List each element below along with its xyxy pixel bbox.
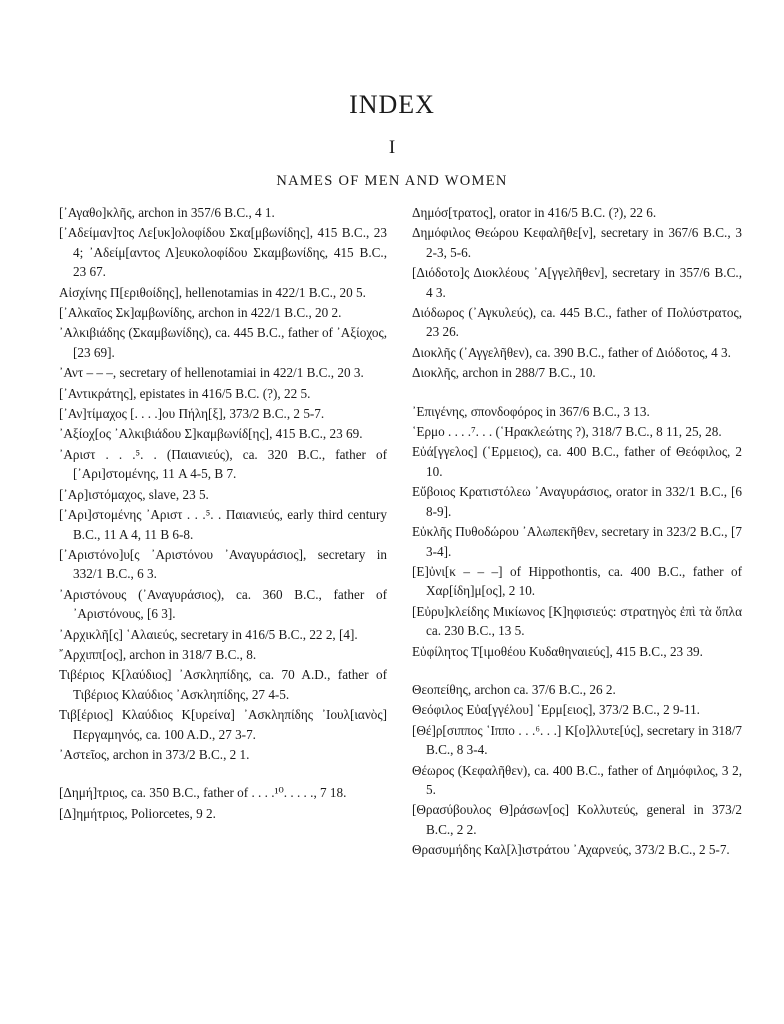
index-entry: [Εὐρυ]κλείδης Μικίωνος [Κ]ηφισιεύς: στρατηγὸς ἐπὶ τὰ ὅπλα ca. 230 B.C., 13 5. xyxy=(412,603,742,639)
index-entry: Τιβέριος Κ[λαύδιος] ᾿Ασκληπίδης, ca. 70 A.D., father of Τιβέριος Κλαύδιος ᾿Ασκληπίδης, 27 4-5. xyxy=(59,667,387,702)
index-entry: Εὐκλῆς Πυθοδώρου ᾿Αλωπεκῆθεν, secretary in 323/2 B.C., [7 3-4]. xyxy=(412,524,742,559)
index-entry: [᾿Αλκαῖος Σκ]αμβωνίδης, archon in 422/1 B.C., 20 2. xyxy=(59,305,342,321)
index-entry: Εὐά[γγελος] (῾Ερμειος), ca. 400 B.C., father of Θεόφιλος, 2 10. xyxy=(412,444,742,479)
index-entry: ᾿Αστεῖος, archon in 373/2 B.C., 2 1. xyxy=(59,746,250,762)
section-number: I xyxy=(388,137,396,158)
index-entry: Εὔβοιος Κρατιστόλεω ᾿Αναγυράσιος, orator in 332/1 B.C., [6 8-9]. xyxy=(412,484,742,519)
index-entry: ᾿Αριστόνους (᾿Αναγυράσιος), ca. 360 B.C., father of ᾿Αριστόνους, [6 3]. xyxy=(59,586,387,622)
index-entry: ᾿Αλκιβιάδης (Σκαμβωνίδης), ca. 445 B.C., father of ᾿Αξίοχος, [23 69]. xyxy=(59,325,387,360)
index-entry: [Θρασύβουλος Θ]ράσων[ος] Κολλυτεύς, general in 373/2 B.C., 2 2. xyxy=(412,802,742,837)
index-entry: [Δημή]τριος, ca. 350 B.C., father of . . . .¹⁰. . . . ., 7 18. xyxy=(59,785,347,801)
index-entry: [Διόδοτο]ς Διοκλέους ᾿Α[γγελῆθεν], secretary in 357/6 B.C., 4 3. xyxy=(412,265,742,300)
index-entry: [᾿Αριστόνο]υ[ς ᾿Αριστόνου ᾿Αναγυράσιος], secretary in 332/1 B.C., 6 3. xyxy=(59,546,387,582)
index-entry: Διοκλῆς (᾿Αγγελῆθεν), ca. 390 B.C., father of Διόδοτος, 4 3. xyxy=(412,344,731,360)
index-entry: ᾿Αξίοχ[ος ᾿Αλκιβιάδου Σ]καμβωνίδ[ης], 415 B.C., 23 69. xyxy=(59,426,363,442)
index-entry: Δημόφιλος Θεώρου Κεφαλῆθε[ν], secretary in 367/6 B.C., 3 2-3, 5-6. xyxy=(412,225,742,260)
index-entry: Τιβ[έριος] Κλαύδιος Κ[υρείνα] ᾿Ασκληπίδης ᾿Ιουλ[ιανὸς] Περγαμηνός, ca. 100 A.D., 27 3-7. xyxy=(59,707,387,742)
index-entry: [Θέ]ρ[σιππος ῾Ιππο . . .⁶. . .] Κ[ο]λλυτε[ύς], secretary in 318/7 B.C., 8 3-4. xyxy=(412,722,742,758)
index-entry: ῎Αρχιππ[ος], archon in 318/7 B.C., 8. xyxy=(59,646,257,662)
page-title: INDEX xyxy=(349,90,435,119)
index-column-right xyxy=(412,203,742,861)
index-entry: [Δ]ημήτριος, Poliorcetes, 9 2. xyxy=(59,805,216,821)
index-entry: Θρασυμήδης Καλ[λ]ιστράτου ᾿Αχαρνεύς, 373/2 B.C., 2 5-7. xyxy=(412,842,730,858)
index-entry: [᾿Αδείμαν]τος Λε[υκ]ολοφίδου Σκα[μβωνίδης], 415 B.C., 23 4; ᾿Αδείμ[αντος Λ]ευκολοφίδου Σκαμβωνίδης, 415 B.C., 23 67. xyxy=(59,225,387,280)
index-entry: Διοκλῆς, archon in 288/7 B.C., 10. xyxy=(412,365,596,381)
index-entry: [᾿Αρ]ιστόμαχος, slave, 23 5. xyxy=(59,486,209,502)
index-entry: Διόδωρος (᾿Αγκυλεύς), ca. 445 B.C., father of Πολύστρατος, 23 26. xyxy=(412,305,742,340)
index-entry: ῾Ερμο . . . .⁷. . . (῾Ηρακλεώτης ?), 318/7 B.C., 8 11, 25, 28. xyxy=(412,424,722,440)
index-entry: [Ε]ὐνι[κ – – –] of Hippothontis, ca. 400 B.C., father of Χαρ[ίδη]μ[ος], 2 10. xyxy=(412,563,742,599)
index-entry: [᾿Αγαθο]κλῆς, archon in 357/6 B.C., 4 1. xyxy=(59,205,275,220)
index-entry: ᾿Αντ – – –, secretary of hellenotamiai in 422/1 B.C., 20 3. xyxy=(59,365,364,381)
index-entry: ᾿Επιγένης, σπονδοφόρος in 367/6 B.C., 3 13. xyxy=(412,403,650,419)
index-entry: Θεόφιλος Εὐα[γγέλου] ῾Ερμ[ειος], 373/2 B.C., 2 9-11. xyxy=(412,702,700,718)
index-entry: Δημόσ[τρατος], orator in 416/5 B.C. (?), 22 6. xyxy=(412,205,657,220)
index-entry: Αἰσχίνης Π[εριθοίδης], hellenotamias in 422/1 B.C., 20 5. xyxy=(59,284,366,300)
index-column-left xyxy=(59,203,387,824)
index-entry: [᾿Αρι]στομένης ᾿Αριστ . . .⁵. . Παιανιεύς, early third century B.C., 11 A 4, 11 B 6-8. xyxy=(59,507,387,542)
index-entry: [᾿Αντικράτης], epistates in 416/5 B.C. (?), 22 5. xyxy=(59,385,311,401)
index-entry: Εὐφίλητος Τ[ιμοθέου Κυδαθηναιεύς], 415 B.C., 23 39. xyxy=(412,643,703,659)
section-title: NAMES OF MEN AND WOMEN xyxy=(276,173,508,189)
index-entry: Θέωρος (Κεφαλῆθεν), ca. 400 B.C., father of Δημόφιλος, 3 2, 5. xyxy=(412,762,742,797)
index-entry: Θεοπείθης, archon ca. 37/6 B.C., 26 2. xyxy=(412,681,616,697)
index-entry: [᾿Αν]τίμαχος [. . . .]ου Πήλη[ξ], 373/2 B.C., 2 5-7. xyxy=(59,406,325,422)
index-entry: ᾿Αρχικλῆ[ς] ῾Αλαιεύς, secretary in 416/5 B.C., 22 2, [4]. xyxy=(59,626,358,642)
index-entry: ᾿Αριστ . . .⁵. . (Παιανιεύς), ca. 320 B.C., father of [᾿Αρι]στομένης, 11 A 4-5, B 7. xyxy=(59,446,387,482)
